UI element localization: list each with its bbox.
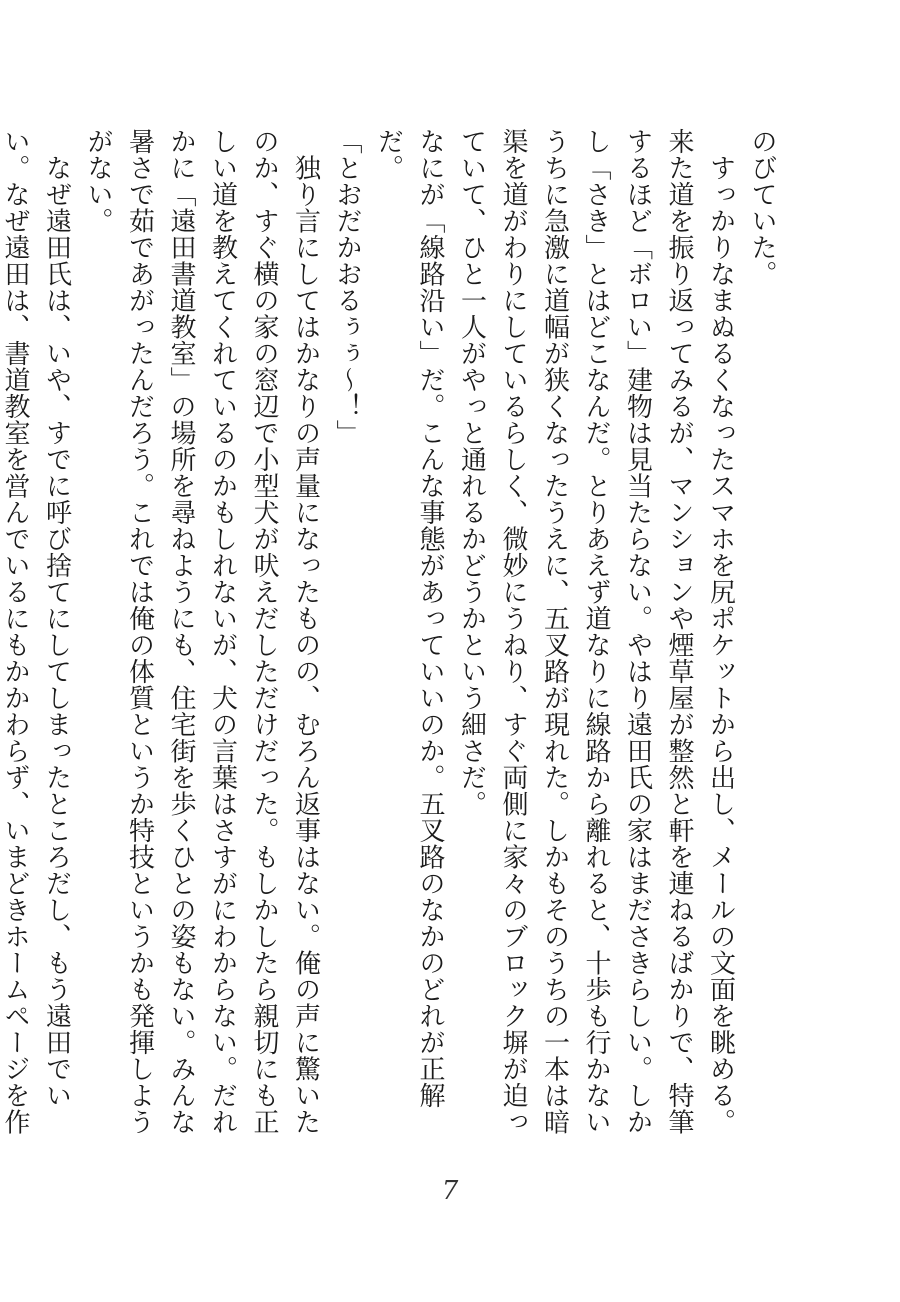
page-number: 7 [441, 1176, 459, 1206]
paragraph-1: のびていた。 [747, 128, 777, 287]
paragraph-5: 独り言にしてはかなりの声量になったものの、むろん返事はない。俺の声に驚いたのか、すぐ横の家の窓辺で小型犬が吠えだしただけだった。もしかしたら親切にも正しい道を教えてくれているのかもしれないが、犬の言葉はさすがにわからない。だれかに「遠田書道教室」の場所を尋ねようにも、住宅街を歩くひとの姿もない。みんな暑さで茹であがったんだろう。これでは俺の体質というか特技というかも発揮しようがない。 [83, 128, 321, 1135]
paragraph-3: なにが「線路沿い」だ。こんな事態があっていいのか。五叉路のなかのどれが正解だ。 [373, 128, 445, 1109]
paragraph-2: すっかりなまぬるくなったスマホを尻ポケットから出し、メールの文面を眺める。来た道を振り返ってみるが、マンションや煙草屋が整然と軒を連ねるばかりで、特筆するほど「ボロい」建物は見当たらない。やはり遠田氏の家はまださきらしい。しかし「さき」とはどこなんだ。とりあえず道なりに線路から離れると、十歩も行かないうちに急激に道幅が狭くなったうえに、五叉路が現れた。しかもそのうちの一本は暗渠を道がわりにしているらしく、微妙にうねり、すぐ両側に家々のブロック塀が迫っていて、ひと一人がやっと通れるかどうかという細さだ。 [456, 128, 736, 1135]
paragraph-4: 「とおだかおるぅぅ〜！」 [332, 128, 362, 446]
paragraph-6: なぜ遠田氏は、いや、すでに呼び捨てにしてしまったところだし、もう遠田でいい。なぜ遠田は、書道教室を営んでいるにもかかわらず、いまどきホームページを作 [0, 128, 72, 1135]
vertical-text-body [0, 128, 782, 1138]
